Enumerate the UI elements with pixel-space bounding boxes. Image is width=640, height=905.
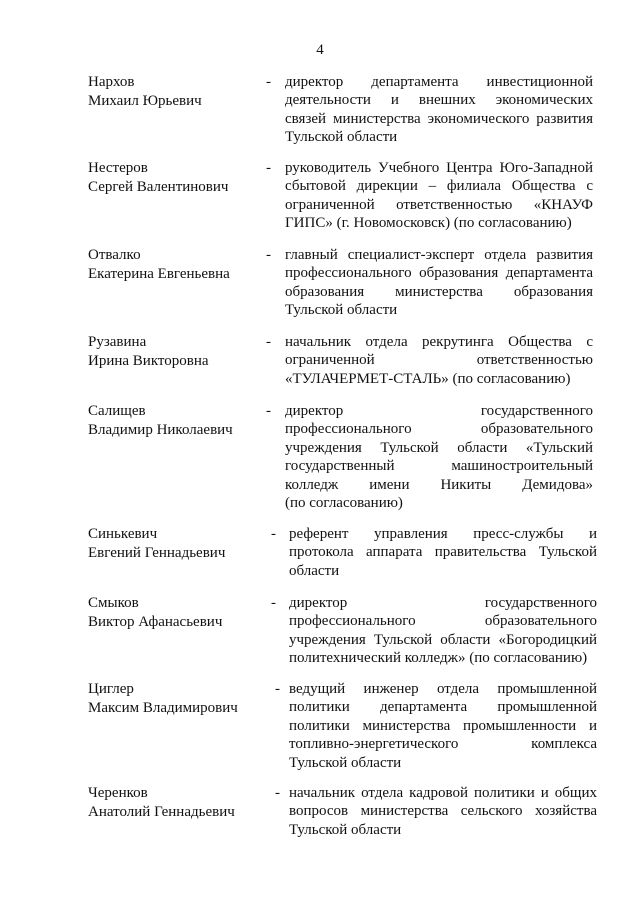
position-line: (по согласованию): [285, 495, 403, 512]
dash: -: [275, 681, 280, 697]
member-position: [285, 73, 593, 147]
member-name: [88, 246, 263, 284]
member-position: [289, 525, 597, 580]
member-name: [88, 594, 263, 632]
position-line: Тульской области: [285, 302, 398, 319]
given-names: Виктор Афанасьевич: [88, 614, 223, 630]
given-names: Анатолий Геннадьевич: [88, 804, 235, 820]
surname: Нархов: [88, 74, 135, 90]
member-position: [285, 402, 593, 512]
position-line: деятельности и внешних экономических: [285, 92, 593, 109]
position-line: политехнический колледж» (по согласованию): [289, 650, 588, 667]
member-name: [88, 525, 263, 563]
member-position: [289, 680, 597, 772]
page-number: 4: [316, 42, 324, 58]
position-line: начальник отдела рекрутинга Общества с: [285, 334, 593, 350]
surname: Циглер: [88, 681, 134, 697]
position-line: ограниченной ответственностью «КНАУФ: [285, 196, 593, 213]
surname: Черенков: [88, 785, 148, 801]
member-position: [285, 159, 593, 233]
position-line: учреждения Тульской области «Тульский: [285, 439, 593, 456]
position-line: ГИПС» (г. Новомосковск) (по согласованию): [285, 215, 572, 232]
position-line: топливно-энергетического комплекса: [289, 736, 597, 753]
position-line: начальник отдела кадровой политики и общих: [289, 785, 597, 801]
position-line: директор государственного: [289, 595, 597, 611]
surname: Рузавина: [88, 334, 147, 350]
position-line: политики департамента промышленной: [289, 699, 597, 716]
surname: Синькевич: [88, 526, 158, 542]
member-name: [88, 333, 263, 371]
position-line: учреждения Тульской области «Богородицкий: [289, 631, 597, 648]
dash: -: [271, 526, 276, 542]
surname: Нестеров: [88, 160, 148, 176]
member-name: [88, 784, 263, 822]
member-name: [88, 402, 263, 440]
given-names: Евгений Геннадьевич: [88, 545, 226, 561]
dash: -: [266, 334, 271, 350]
position-line: референт управления пресс-службы и: [289, 526, 597, 542]
position-line: ограниченной ответственностью: [285, 352, 593, 369]
surname: Смыков: [88, 595, 139, 611]
member-name: [88, 680, 263, 718]
given-names: Михаил Юрьевич: [88, 93, 202, 109]
position-line: директор государственного: [285, 403, 593, 419]
position-line: связей министерства экономического развития: [285, 110, 593, 127]
dash: -: [275, 785, 280, 801]
member-position: [285, 246, 593, 320]
position-line: вопросов министерства сельского хозяйства: [289, 803, 597, 820]
position-line: руководитель Учебного Центра Юго-Западной: [285, 160, 593, 176]
position-line: колледж имени Никиты Демидова»: [285, 476, 593, 493]
member-position: [289, 594, 597, 668]
position-line: профессионального образовательного: [285, 421, 593, 438]
position-line: «ТУЛАЧЕРМЕТ-СТАЛЬ» (по согласованию): [285, 370, 571, 387]
given-names: Сергей Валентинович: [88, 179, 229, 195]
position-line: главный специалист-эксперт отдела развития: [285, 247, 593, 263]
given-names: Максим Владимирович: [88, 700, 238, 716]
position-line: протокола аппарата правительства Тульской: [289, 544, 597, 561]
position-line: области: [289, 562, 340, 579]
position-line: профессионального образования департамента: [285, 265, 593, 282]
position-line: ведущий инженер отдела промышленной: [289, 681, 597, 697]
position-line: Тульской области: [289, 821, 402, 838]
dash: -: [266, 160, 271, 176]
surname: Салищев: [88, 403, 146, 419]
member-name: [88, 159, 263, 197]
member-name: [88, 73, 263, 111]
position-line: Тульской области: [289, 754, 402, 771]
dash: -: [266, 247, 271, 263]
dash: -: [271, 595, 276, 611]
dash: -: [266, 403, 271, 419]
dash: -: [266, 74, 271, 90]
position-line: политики министерства промышленности и: [289, 717, 597, 734]
position-line: образования министерства образования: [285, 283, 593, 300]
position-line: государственный машиностроительный: [285, 458, 593, 475]
position-line: сбытовой дирекции – филиала Общества с: [285, 178, 593, 195]
position-line: директор департамента инвестиционной: [285, 74, 593, 90]
member-position: [285, 333, 593, 388]
given-names: Екатерина Евгеньевна: [88, 266, 230, 282]
member-position: [289, 784, 597, 839]
given-names: Владимир Николаевич: [88, 422, 233, 438]
position-line: профессионального образовательного: [289, 613, 597, 630]
given-names: Ирина Викторовна: [88, 353, 209, 369]
surname: Отвалко: [88, 247, 141, 263]
position-line: Тульской области: [285, 129, 398, 146]
